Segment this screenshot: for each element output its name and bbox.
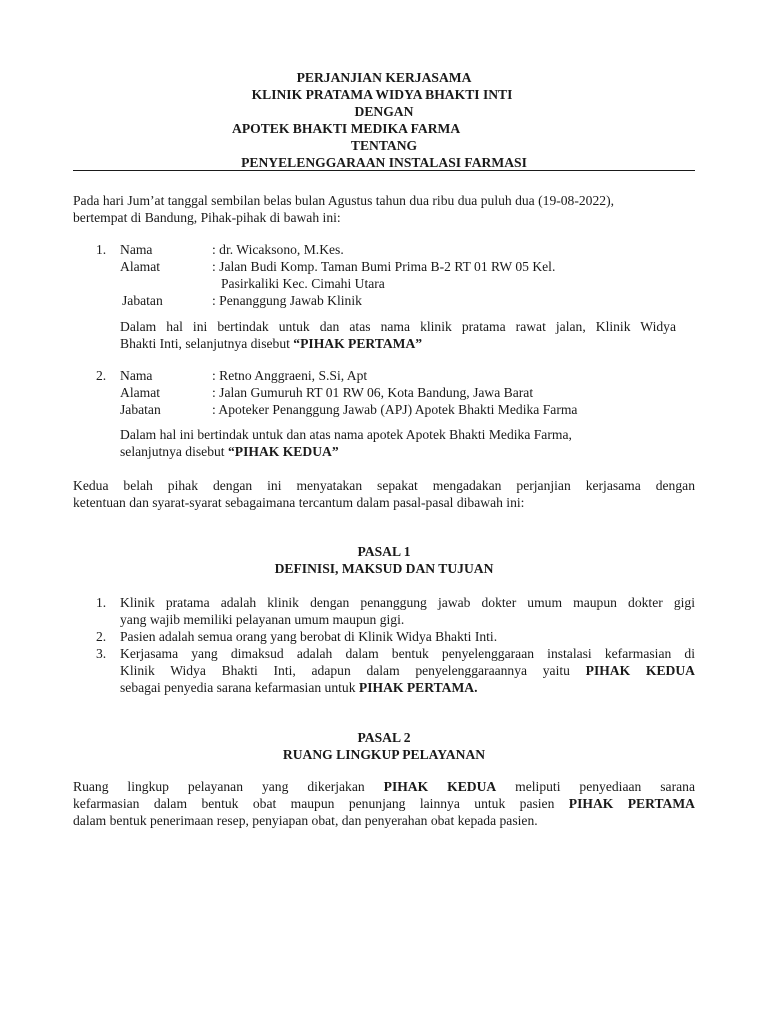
doc-title-line2: KLINIK PRATAMA WIDYA BHAKTI INTI	[251, 87, 513, 102]
pasal1-item3-party2: PIHAK PERTAMA.	[358, 680, 478, 695]
party2-desc-text: selanjutnya disebut	[120, 444, 228, 459]
pasal2-line3: dalam bentuk penerimaan resep, penyiapan obat, dan penyerahan obat kepada pasien.	[73, 813, 538, 828]
pasal1-item3-line3	[120, 679, 478, 696]
party2-alias: “PIHAK KEDUA”	[227, 444, 339, 459]
party2-name-value: : Retno Anggraeni, S.Si, Apt	[212, 368, 368, 383]
pasal2-text2: meliputi penyediaan sarana	[496, 779, 695, 794]
party1-address-label: Alamat	[120, 259, 161, 274]
pasal2-party1: PIHAK KEDUA	[383, 779, 497, 794]
party1-alias: “PIHAK PERTAMA”	[293, 336, 423, 351]
party2-desc-line1: Dalam hal ini bertindak untuk dan atas nama apotek Apotek Bhakti Medika Farma,	[120, 427, 572, 442]
party1-address-value2: Pasirkaliki Kec. Cimahi Utara	[221, 276, 385, 291]
intro-line1: Pada hari Jum’at tanggal sembilan belas bulan Agustus tahun dua ribu dua puluh dua (19-08-2022),	[73, 193, 614, 208]
pasal1-item1-line2: yang wajib memiliki pelayanan umum maupun gigi.	[120, 612, 405, 627]
doc-title-line5: TENTANG	[350, 138, 418, 153]
agreement-line2: ketentuan dan syarat-syarat sebagaimana tercantum dalam pasal-pasal dibawah ini:	[73, 495, 525, 510]
doc-title-line1: PERJANJIAN KERJASAMA	[296, 70, 472, 85]
party2-position-label: Jabatan	[120, 402, 161, 417]
pasal1-item2-number: 2.	[96, 629, 107, 644]
doc-title-line3: DENGAN	[354, 104, 414, 119]
pasal1-item2-line1: Pasien adalah semua orang yang berobat di Klinik Widya Bhakti Inti.	[120, 629, 498, 644]
pasal2-line2	[73, 795, 695, 812]
pasal1-item3-number: 3.	[96, 646, 107, 661]
party2-address-value1: : Jalan Gumuruh RT 01 RW 06, Kota Bandung, Jawa Barat	[212, 385, 534, 400]
party2-position-value: : Apoteker Penanggung Jawab (APJ) Apotek Bhakti Medika Farma	[212, 402, 578, 417]
pasal1-item3-line2	[120, 662, 695, 679]
pasal1-item3-text: Klinik Widya Bhakti Inti, adapun dalam penyelenggaraannya yaitu	[120, 663, 586, 678]
pasal2-text1: Ruang lingkup pelayanan yang dikerjakan	[73, 779, 384, 794]
party2-desc-line2	[120, 443, 339, 460]
party1-desc-line1: Dalam hal ini bertindak untuk dan atas nama klinik pratama rawat jalan, Klinik Widya	[120, 319, 676, 334]
pasal1-item3-line1: Kerjasama yang dimaksud adalah dalam bentuk penyelenggaraan instalasi kefarmasian di	[120, 646, 695, 661]
party1-address-value1: : Jalan Budi Komp. Taman Bumi Prima B-2 RT 01 RW 05 Kel.	[212, 259, 556, 274]
party1-desc-line2	[120, 335, 422, 352]
party1-name-value: : dr. Wicaksono, M.Kes.	[212, 242, 344, 257]
party1-position-value: : Penanggung Jawab Klinik	[212, 293, 362, 308]
pasal1-item1-number: 1.	[96, 595, 107, 610]
header-divider	[73, 170, 695, 171]
party1-desc-text: Bhakti Inti, selanjutnya disebut	[120, 336, 294, 351]
agreement-line1: Kedua belah pihak dengan ini menyatakan sepakat mengadakan perjanjian kerjasama dengan	[73, 478, 695, 493]
pasal2-line1	[73, 778, 695, 795]
pasal2-subtitle: RUANG LINGKUP PELAYANAN	[282, 747, 486, 762]
party1-position-label: Jabatan	[122, 293, 163, 308]
pasal1-item3-text2: sebagai penyedia sarana kefarmasian untuk	[120, 680, 359, 695]
doc-title-line4: APOTEK BHAKTI MEDIKA FARMA	[232, 121, 461, 136]
party1-name-label: Nama	[120, 242, 153, 257]
party1-number: 1.	[96, 242, 107, 257]
party2-address-label: Alamat	[120, 385, 161, 400]
pasal1-title: PASAL 1	[357, 544, 411, 559]
party2-number: 2.	[96, 368, 107, 383]
pasal1-item1-line1: Klinik pratama adalah klinik dengan penanggung jawab dokter umum maupun dokter gigi	[120, 595, 695, 610]
pasal1-subtitle: DEFINISI, MAKSUD DAN TUJUAN	[274, 561, 494, 576]
pasal2-party2: PIHAK PERTAMA	[568, 796, 695, 811]
pasal1-item3-party: PIHAK KEDUA	[585, 663, 695, 678]
party2-name-label: Nama	[120, 368, 153, 383]
pasal2-text3: kefarmasian dalam bentuk obat maupun penunjang lainnya untuk pasien	[73, 796, 569, 811]
pasal2-title: PASAL 2	[357, 730, 411, 745]
doc-title-line6: PENYELENGGARAAN INSTALASI FARMASI	[241, 155, 527, 170]
intro-line2: bertempat di Bandung, Pihak-pihak di bawah ini:	[73, 210, 341, 225]
